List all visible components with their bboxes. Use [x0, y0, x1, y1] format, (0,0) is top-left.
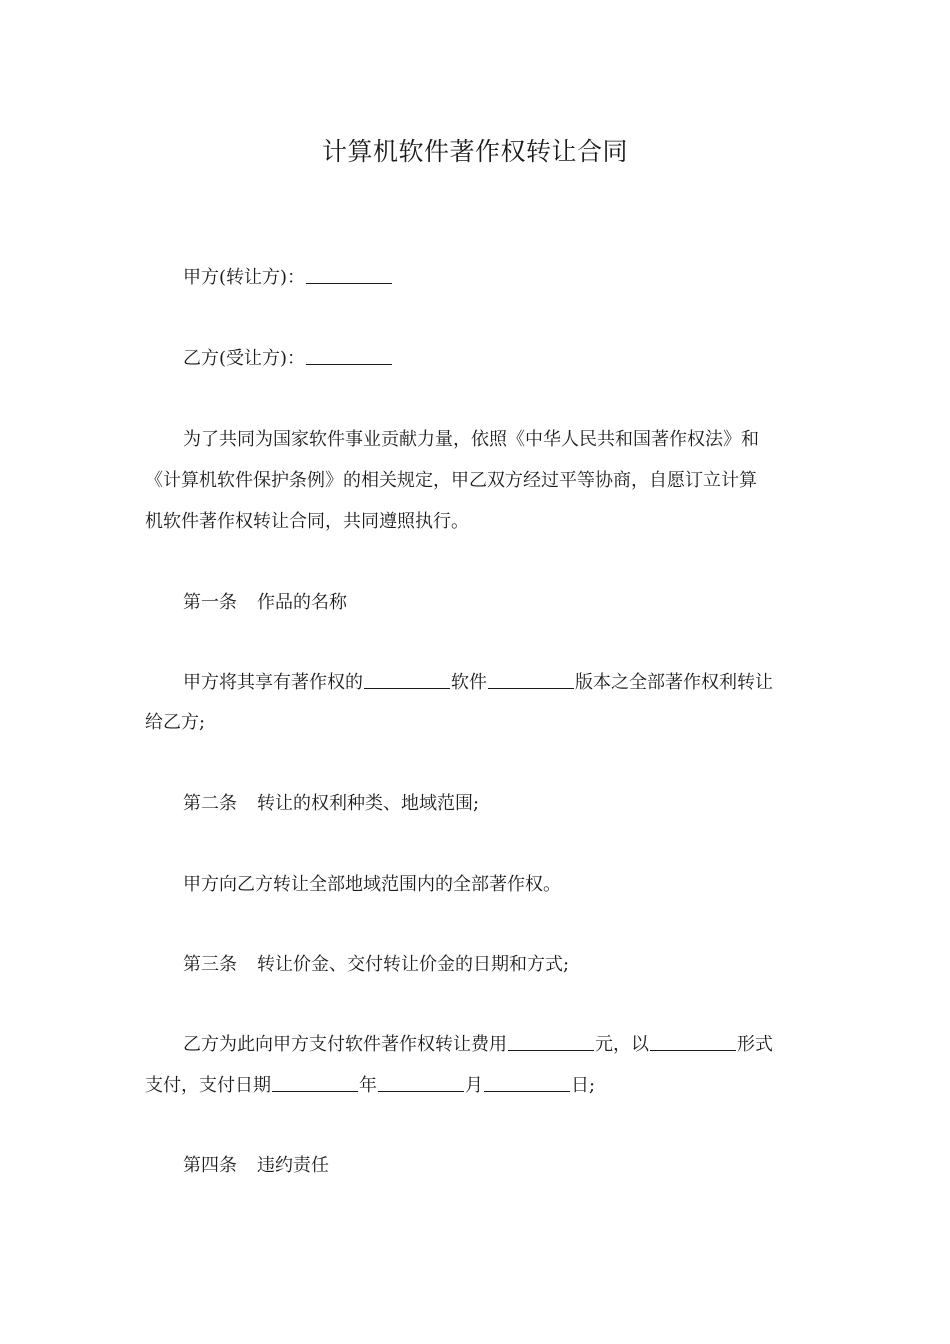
article-4-heading — [183, 1153, 803, 1179]
party-b-blank — [306, 348, 392, 365]
article-2-body: 甲方向乙方转让全部地域范围内的全部著作权。 — [183, 874, 561, 895]
article-1-heading — [183, 590, 803, 616]
party-a-label: 甲方(转让方)： — [183, 267, 306, 288]
intro-line-3: 机软件著作权转让合同，共同遵照执行。 — [145, 511, 469, 532]
article-1-text-a: 甲方将其享有著作权的 — [183, 672, 363, 693]
payment-form-blank — [650, 1034, 736, 1051]
article-1-number: 第一条 — [183, 592, 237, 613]
article-1-body-line-1 — [183, 670, 803, 696]
intro-line-2: 《计算机软件保护条例》的相关规定，甲乙双方经过平等协商，自愿订立计算 — [145, 470, 757, 491]
article-3-text-a: 乙方为此向甲方支付软件著作权转让费用 — [183, 1034, 507, 1055]
article-1-body-line-2: 给乙方; — [145, 712, 206, 733]
party-b-line — [183, 346, 803, 372]
article-3-text-f: 月 — [465, 1075, 483, 1096]
fee-amount-blank — [508, 1034, 594, 1051]
party-b-label: 乙方(受让方)： — [183, 348, 306, 369]
article-1-text-b: 软件 — [451, 672, 487, 693]
software-version-blank — [488, 672, 574, 689]
article-1-title: 作品的名称 — [257, 592, 347, 613]
article-3-body-line-2 — [145, 1073, 805, 1099]
article-3-text-g: 日; — [571, 1075, 596, 1096]
payment-month-blank — [378, 1075, 464, 1092]
article-3-title: 转让价金、交付转让价金的日期和方式; — [257, 954, 570, 975]
article-4-number: 第四条 — [183, 1155, 237, 1176]
article-1-text-c: 版本之全部著作权利转让 — [575, 672, 773, 693]
article-3-text-d: 支付，支付日期 — [145, 1075, 271, 1096]
article-4-title: 违约责任 — [257, 1155, 329, 1176]
article-2-title: 转让的权利种类、地域范围; — [257, 793, 480, 814]
article-3-text-b: 元，以 — [595, 1034, 649, 1055]
document-title: 计算机软件著作权转让合同 — [321, 137, 628, 166]
party-a-line — [183, 265, 803, 291]
payment-day-blank — [484, 1075, 570, 1092]
article-3-heading — [183, 952, 803, 978]
article-3-body-line-1 — [183, 1032, 803, 1058]
article-2-number: 第二条 — [183, 793, 237, 814]
article-3-text-e: 年 — [359, 1075, 377, 1096]
article-3-number: 第三条 — [183, 954, 237, 975]
party-a-blank — [306, 267, 392, 284]
payment-year-blank — [272, 1075, 358, 1092]
article-3-text-c: 形式 — [737, 1034, 773, 1055]
software-name-blank — [364, 672, 450, 689]
intro-line-1: 为了共同为国家软件事业贡献力量，依照《中华人民共和国著作权法》和 — [183, 429, 759, 450]
article-2-heading — [183, 791, 803, 817]
